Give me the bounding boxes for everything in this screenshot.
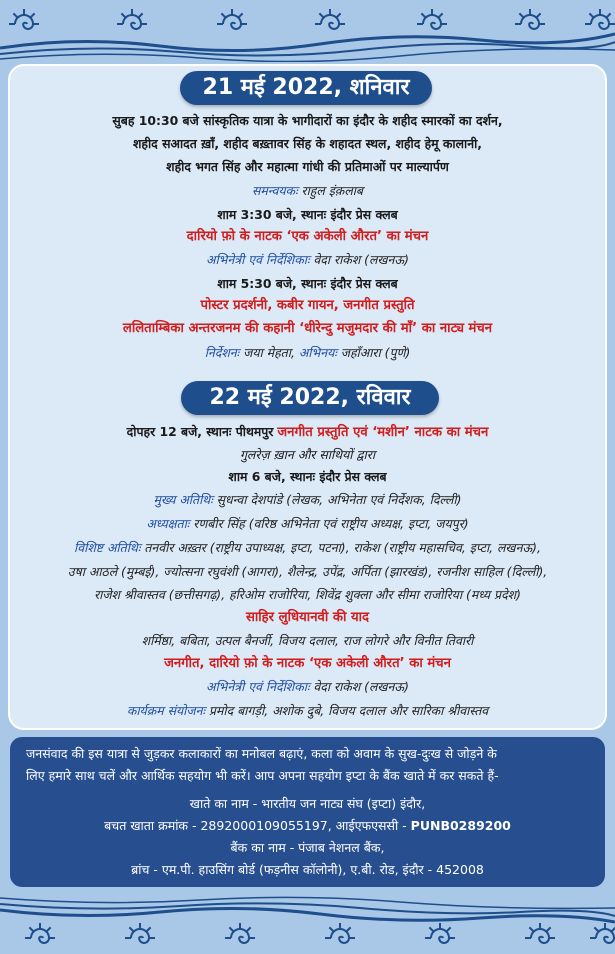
closing-credit-label: अभिनेत्री एवं निर्देशिकाः [205, 679, 310, 694]
acting-name: जहाँआरा (पुणे) [340, 345, 411, 360]
president-label: अध्यक्षताः [146, 516, 190, 531]
tribute-title: साहिर लुधियानवी की याद [245, 610, 370, 625]
appeal-line-1: जनसंवाद की इस यात्रा से जुड़कर कलाकारों का मनोबल बढ़ाएं, कला को अवाम के सुख-दुःख से जोड़ने के [26, 746, 497, 761]
ifsc-code: PUNB0289200 [410, 818, 511, 833]
day2-session1-credit: गुलरेज़ ख़ान और साथियों द्वारा [239, 447, 376, 462]
special-guests-names-1: तनवीर अख़्तर (राष्ट्रीय उपाध्यक्ष, इप्टा, पटना), राकेश (राष्ट्रीय महासचिव, इप्टा, लखनऊ), [144, 540, 541, 555]
sun-swirl-icon [9, 9, 39, 29]
day1-coordinator [0, 180, 615, 202]
day1-line-3: शहीद भगत सिंह और महात्मा गांधी की प्रतिमाओं पर माल्यार्पण [166, 159, 449, 174]
day1-session3-event1: पोस्टर प्रदर्शनी, कबीर गायन, जनगीत प्रस्तुति [200, 298, 415, 313]
day1-line-1: सुबह 10:30 बजे सांस्कृतिक यात्रा के भागीदारों का इंदौर के शहीद स्मारकों का दर्शन, [112, 113, 503, 128]
closing-event: जनगीत, दारियो फ़ो के नाटक ‘एक अकेली औरत’ का मंचन [164, 656, 451, 671]
sun-swirl-icon [590, 923, 615, 943]
day2-session1-time: दोपहर 12 बजे, स्थानः पीथमपुर [126, 424, 274, 439]
donation-appeal-box [10, 737, 605, 887]
convenors-names: प्रमोद बागड़ी, अशोक दुबे, विजय दलाल और सारिका श्रीवास्तव [208, 703, 489, 718]
day1-session3-event2: ललिताम्बिका अन्तरजनम की कहानी ‘धीरेन्दु मजुमदार की माँ’ का नाट्य मंचन [122, 321, 493, 336]
special-guests-line-3: राजेश श्रीवास्तव (छत्तीसगढ़), हरिओम राजोरिया, शिवेंद्र शुक्ला और सीमा राजोरिया (मध्य प्रदेश) [94, 587, 521, 602]
president-name: रणबीर सिंह (वरिष्ठ अभिनेता एवं राष्ट्रीय अध्यक्ष, इप्टा, जयपुर) [193, 516, 469, 531]
day1-session2-event: दारियो फ़ो के नाटक ‘एक अकेली औरत’ का मंचन [186, 229, 429, 244]
sun-swirl-icon [425, 923, 455, 943]
day2-session1 [0, 421, 615, 444]
sun-swirl-icon [515, 9, 545, 29]
special-guests-line-2: उषा आठले (मुम्बई), ज्योत्सना रघुवंशी (आगरा), शैलेन्द्र, उपेंद्र, अर्पिता (झारखंड), रजनीश साहिल (दिल्ली), [67, 564, 548, 579]
account-number-line [10, 815, 605, 837]
special-guests-label: विशिष्ट अतिथिः [74, 540, 141, 555]
account-name: खाते का नाम - भारतीय जन नाट्य संघ (इप्टा) इंदौर, [189, 796, 426, 811]
sun-swirl-icon [217, 9, 247, 29]
day2-session1-event: जनगीत प्रस्तुति एवं ‘मशीन’ नाटक का मंचन [277, 425, 489, 440]
coordinator-name: राहुल इंक़लाब [301, 183, 364, 198]
sun-swirl-icon [25, 923, 55, 943]
day1-session2-credit [0, 249, 615, 271]
bottom-decorative-border [0, 892, 615, 954]
coordinator-label: समन्वयकः [251, 183, 298, 198]
account-number: बचत खाता क्रमांक - 2892000109055197, आईएफएससी - [104, 818, 407, 833]
sun-swirl-icon [117, 9, 147, 29]
appeal-text [26, 743, 591, 787]
closing-credit [0, 676, 615, 698]
chief-guest-label: मुख्य अतिथिः [153, 492, 213, 507]
day1-session3-time: शाम 5:30 बजे, स्थानः इंदौर प्रेस क्लब [217, 276, 398, 291]
sun-swirl-icon [225, 923, 255, 943]
president [0, 513, 615, 535]
appeal-line-2: लिए हमारे साथ चलें और आर्थिक सहयोग भी करें। आप अपना सहयोग इप्टा के बैंक खाते में कर सकते हैं- [26, 768, 499, 783]
tribute-names: शर्मिष्ठा, बबिता, उत्पल बैनर्जी, विजय दलाल, राज लोगरे और विनीत तिवारी [141, 633, 474, 648]
chief-guest-name: सुधन्वा देशपांडे (लेखक, अभिनेता एवं निर्देशक, दिल्ली) [216, 492, 462, 507]
sun-swirl-icon [417, 9, 447, 29]
session2-credit-label: अभिनेत्री एवं निर्देशिकाः [205, 252, 310, 267]
sun-swirl-icon [315, 9, 345, 29]
day2-session2-time: शाम 6 बजे, स्थानः इंदौर प्रेस क्लब [228, 469, 387, 484]
convenors-label: कार्यक्रम संयोजनः [126, 703, 205, 718]
day2-header: 22 मई 2022, रविवार [181, 381, 439, 415]
session2-credit-name: वेदा राकेश (लखनऊ) [313, 252, 409, 267]
day1-header: 21 मई 2022, शनिवार [180, 71, 432, 105]
sun-swirl-icon [585, 9, 615, 29]
sun-swirl-icon [325, 923, 355, 943]
sun-swirl-icon [125, 923, 155, 943]
convenors [0, 700, 615, 722]
sun-swirl-icon [525, 923, 555, 943]
branch-address: ब्रांच - एम.पी. हाउसिंग बोर्ड (फड़नीस कॉलोनी), ए.बी. रोड, इंदौर - 452008 [131, 862, 484, 877]
day1-line-2: शहीद सआदत ख़ाँ, शहीद बख़्तावर सिंह के शहादत स्थल, शहीद हेमू कालानी, [132, 136, 483, 151]
closing-credit-name: वेदा राकेश (लखनऊ) [313, 679, 409, 694]
day1-session2-time: शाम 3:30 बजे, स्थानः इंदौर प्रेस क्लब [217, 207, 398, 222]
direction-name: जया मेहता, [243, 345, 295, 360]
acting-label: अभिनयः [298, 345, 337, 360]
bank-name: बैंक का नाम - पंजाब नेशनल बैंक, [230, 840, 385, 855]
chief-guest [0, 489, 615, 511]
top-decorative-border [0, 0, 615, 62]
special-guests-line-1 [0, 537, 615, 559]
day1-session3-credit [0, 342, 615, 364]
direction-label: निर्देशनः [204, 345, 240, 360]
